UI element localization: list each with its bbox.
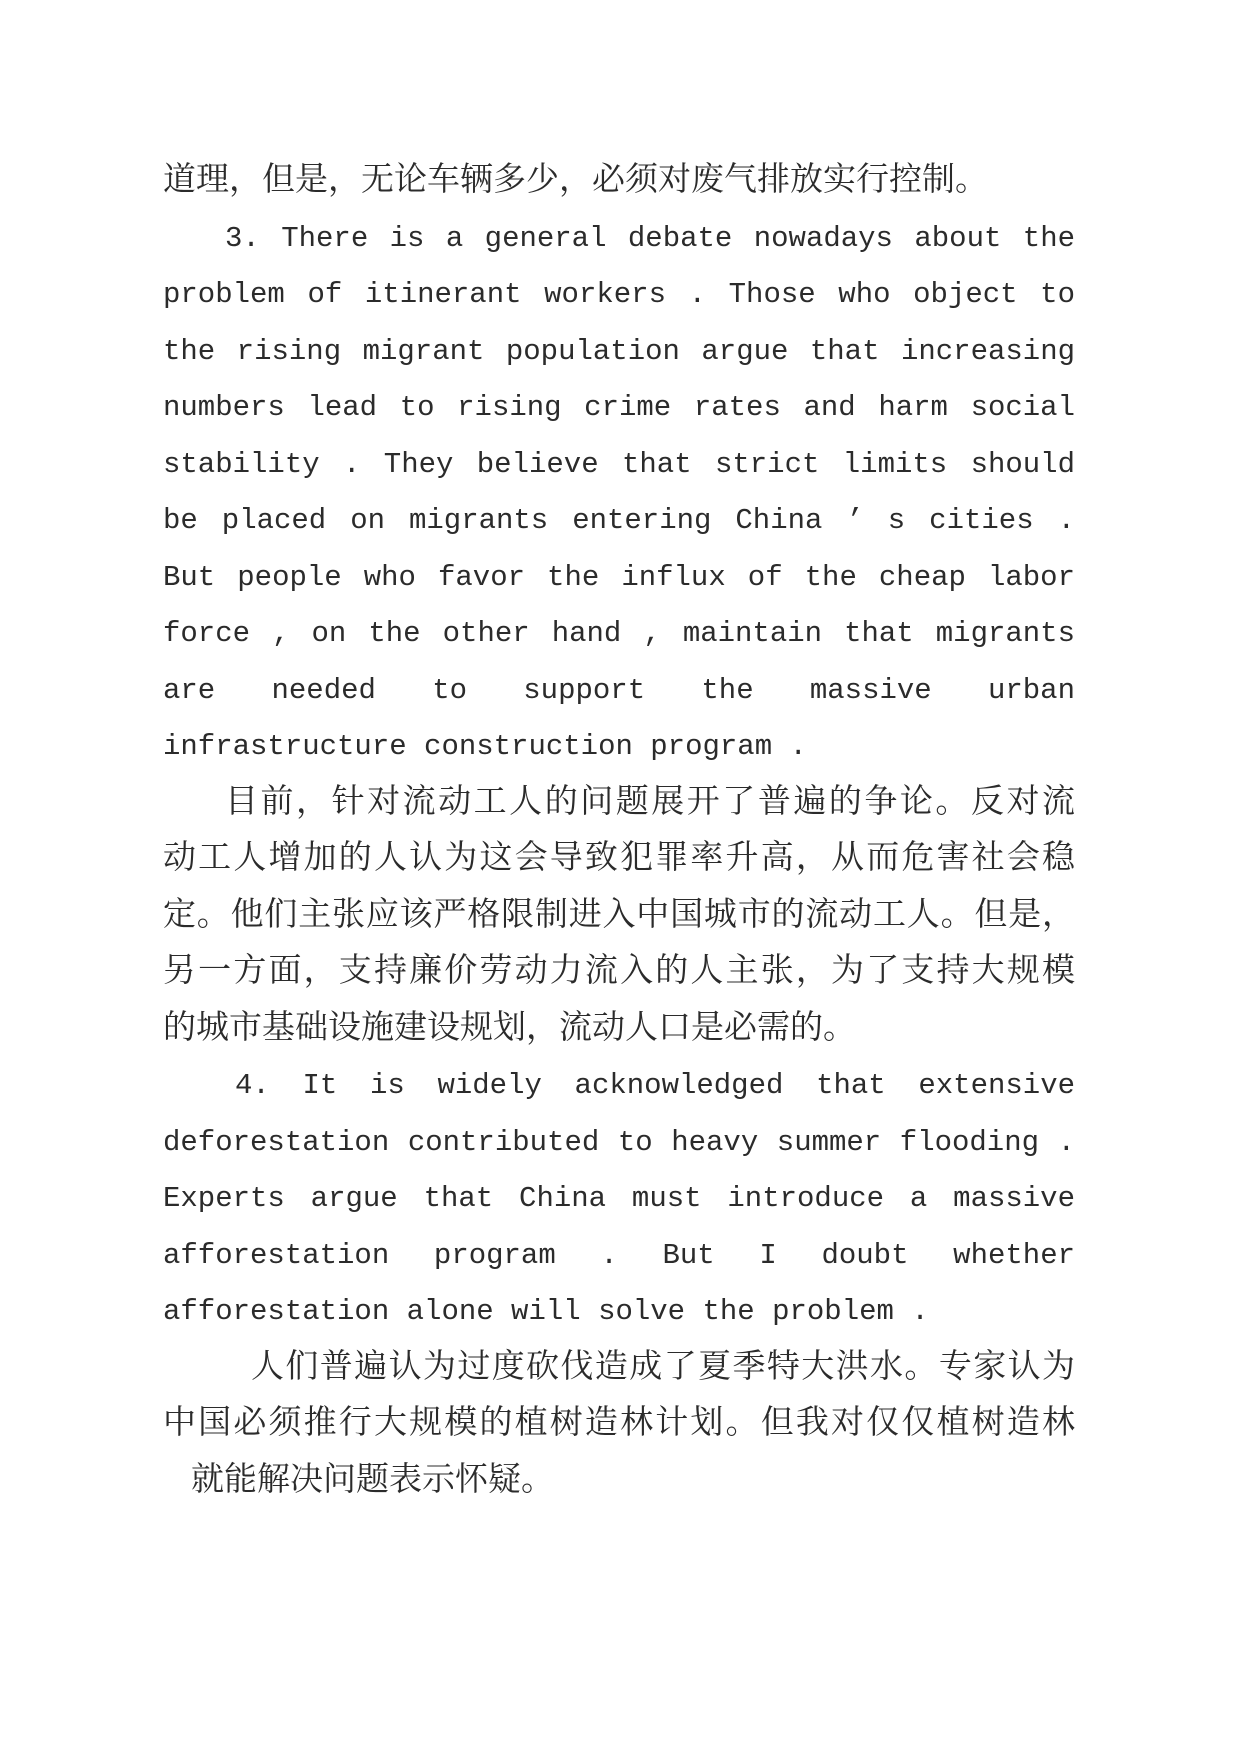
paragraph	[163, 211, 1075, 776]
text-line: be placed on migrants entering China ’ s cities .	[163, 504, 1075, 537]
text-line: stability . They believe that strict limits should	[163, 447, 1075, 481]
text-line: afforestation alone will solve the problem .	[163, 1295, 929, 1328]
text-line: 另一方面，支持廉价劳动力流入的人主张，为了支持大规模	[163, 954, 1075, 991]
text-line: deforestation contributed to heavy summer flooding .	[163, 1125, 1075, 1159]
text-line: 中国必须推行大规模的植树造林计划。但我对仅仅植树造林	[163, 1406, 1075, 1443]
text-line: 定。他们主张应该严格限制进入中国城市的流动工人。但是，	[163, 897, 1075, 935]
text-line: 人们普遍认为过度砍伐造成了夏季特大洪水。专家认为	[251, 1349, 1075, 1387]
text-line: numbers lead to rising crime rates and harm social	[163, 391, 1075, 424]
text-line: 3. There is a general debate nowadays about the	[225, 221, 1075, 255]
text-line: 的城市基础设施建设规划，流动人口是必需的。	[163, 1010, 856, 1048]
text-line: 就能解决问题表示怀疑。	[191, 1462, 554, 1500]
text-line: problem of itinerant workers . Those who object to	[163, 278, 1075, 311]
text-line: 动工人增加的人认为这会导致犯罪率升高，从而危害社会稳	[163, 841, 1075, 878]
text-line: afforestation program . But I doubt whether	[163, 1238, 1075, 1272]
text-line: the rising migrant population argue that increasing	[163, 334, 1075, 368]
text-line: 目前，针对流动工人的问题展开了普遍的争论。反对流	[225, 784, 1075, 822]
paragraph	[163, 776, 1075, 1059]
text-line: infrastructure construction program .	[163, 730, 807, 763]
paragraph	[163, 1058, 1075, 1341]
text-line: force , on the other hand , maintain that migrants	[163, 617, 1075, 650]
text-line: are needed to support the massive urban	[163, 673, 1075, 707]
text-line: But people who favor the influx of the cheap labor	[163, 560, 1075, 594]
paragraph	[163, 1341, 1075, 1511]
text-line: Experts argue that China must introduce a massive	[163, 1182, 1075, 1215]
text-line: 4. It is widely acknowledged that extensive	[235, 1069, 1075, 1102]
text-line: 道理，但是，无论车辆多少，必须对废气排放实行控制。	[163, 163, 988, 200]
paragraph	[163, 154, 1075, 211]
